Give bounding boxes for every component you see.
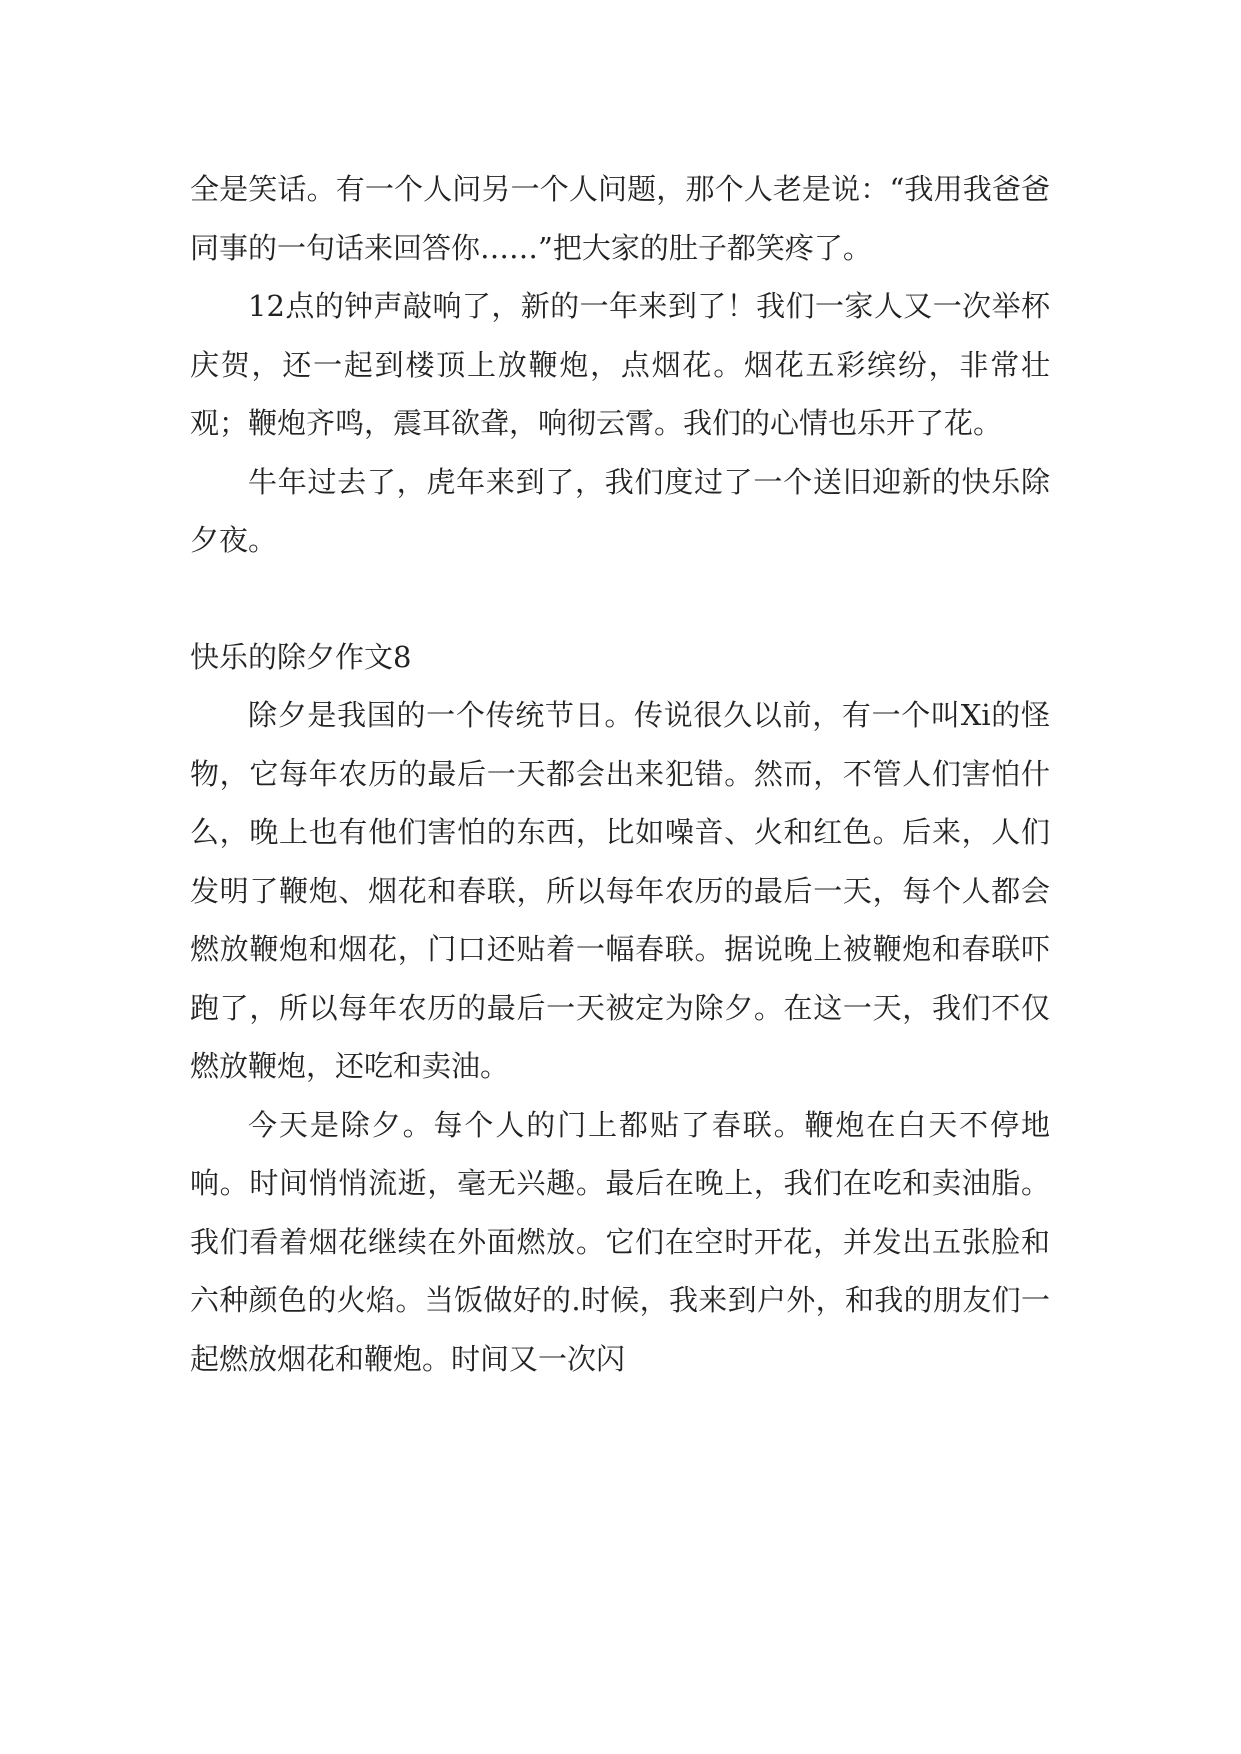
paragraph-continuation: 全是笑话。有一个人问另一个人问题，那个人老是说：“我用我爸爸同事的一句话来回答你……”把大家的肚子都笑疼了。 [190, 172, 1050, 265]
paragraph-new-year: 牛年过去了，虎年来到了，我们度过了一个送旧迎新的快乐除夕夜。 [190, 464, 1050, 557]
document-page [190, 160, 1050, 1388]
section-title: 快乐的除夕作文8 [190, 639, 412, 674]
paragraph-midnight: 12点的钟声敲响了，新的一年来到了！我们一家人又一次举杯庆贺，还一起到楼顶上放鞭炮，点烟花。烟花五彩缤纷，非常壮观；鞭炮齐鸣，震耳欲聋，响彻云霄。我们的心情也乐开了花。 [190, 289, 1050, 440]
paragraph-legend: 除夕是我国的一个传统节日。传说很久以前，有一个叫Xi的怪物，它每年农历的最后一天都会出来犯错。然而，不管人们害怕什么，晚上也有他们害怕的东西，比如噪音、火和红色。后来，人们发明了鞭炮、烟花和春联，所以每年农历的最后一天，每个人都会燃放鞭炮和烟花，门口还贴着一幅春联。据说晚上被鞭炮和春联吓跑了，所以每年农历的最后一天被定为除夕。在这一天，我们不仅燃放鞭炮，还吃和卖油。 [190, 698, 1050, 1083]
paragraph-today: 今天是除夕。每个人的门上都贴了春联。鞭炮在白天不停地响。时间悄悄流逝，毫无兴趣。最后在晚上，我们在吃和卖油脂。我们看着烟花继续在外面燃放。它们在空时开花，并发出五张脸和六种颜色的火焰。当饭做好的.时候，我来到户外，和我的朋友们一起燃放烟花和鞭炮。时间又一次闪 [190, 1107, 1050, 1376]
